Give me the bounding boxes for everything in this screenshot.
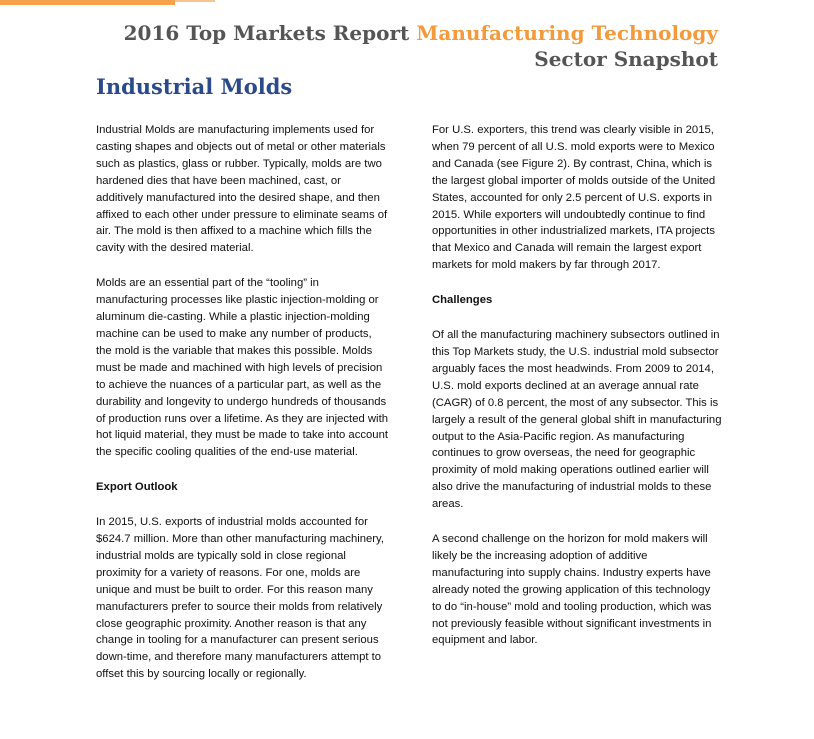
tooling-paragraph: Molds are an essential part of the “tooling” in manufacturing processes like plastic injection-molding or aluminum die-casting. While a plastic injection-molding machine can be used to make any number of products, the mold is the variable that makes this possible. Molds must be made and machined with high levels of precision to achieve the nuances of a particular part, as well as the durability and longevity to undergo hundreds of thousands of production runs over a lifetime. As they are injected with hot liquid material, they must be made to take into account the specific cooling qualities of the end-use material. [96, 277, 388, 459]
header-line-1 [124, 20, 718, 46]
exporters-trend-paragraph: For U.S. exporters, this trend was clearly visible in 2015, when 79 percent of all U.S. mold exports were to Mexico and Canada (see Figure 2). By contrast, China, which is the largest global importer of molds outside of the United States, accounted for only 2.5 percent of U.S. exports in 2015. While exporters will undoubtedly continue to find opportunities in other industrialized markets, ITA projects that Mexico and Canada will remain the largest export markets for mold makers by far through 2017. [432, 124, 716, 272]
report-header [124, 20, 718, 72]
header-sector-name: Manufacturing Technology [416, 21, 718, 45]
challenges-heading: Challenges [432, 294, 493, 307]
intro-paragraph: Industrial Molds are manufacturing implements used for casting shapes and objects out of metal or other materials such as plastics, glass or rubber. Typically, molds are two hardened dies that have been machined, cast, or additively manufactured into the desired shape, and then affixed to each other under pressure to eliminate seams of air. The mold is then affixed to a machine which fills the cavity with the desired material. [96, 124, 388, 255]
export-outlook-paragraph: In 2015, U.S. exports of industrial molds accounted for $624.7 million. More than other manufacturing machinery, industrial molds are typically sold in close regional proximity for a variety of reasons. For one, molds are unique and must be built to order. For this reason many manufacturers prefer to source their molds from relatively close geographic proximity. Another reason is that any change in tooling for a manufacturer can present serious down-time, and therefore many manufacturers attempt to offset this by sourcing locally or regionally. [96, 516, 385, 681]
page-title: Industrial Molds [96, 74, 293, 99]
challenges-paragraph-1: Of all the manufacturing machinery subsectors outlined in this Top Markets study, the U.S. industrial mold subsector arguably faces the most headwinds. From 2009 to 2014, U.S. mold exports declined at an average annual rate (CAGR) of 0.8 percent, the most of any subsector. This is largely a result of the general global shift in manufacturing output to the Asia-Pacific region. As manufacturing continues to grow overseas, the need for geographic proximity of mold making operations outlined earlier will also drive the manufacturing of industrial molds to these areas. [432, 329, 722, 511]
top-accent-bar [0, 0, 175, 5]
right-column [432, 122, 722, 667]
challenges-paragraph-2: A second challenge on the horizon for mold makers will likely be the increasing adoption of additive manufacturing into supply chains. Industry experts have already noted the growing application of this technology to do “in-house” mold and tooling production, which was not previously feasible without significant investments in equipment and labor. [432, 533, 712, 647]
export-outlook-heading: Export Outlook [96, 481, 178, 494]
header-report-name: 2016 Top Markets Report [123, 21, 417, 45]
left-column [96, 122, 388, 701]
header-line-2: Sector Snapshot [534, 47, 718, 71]
